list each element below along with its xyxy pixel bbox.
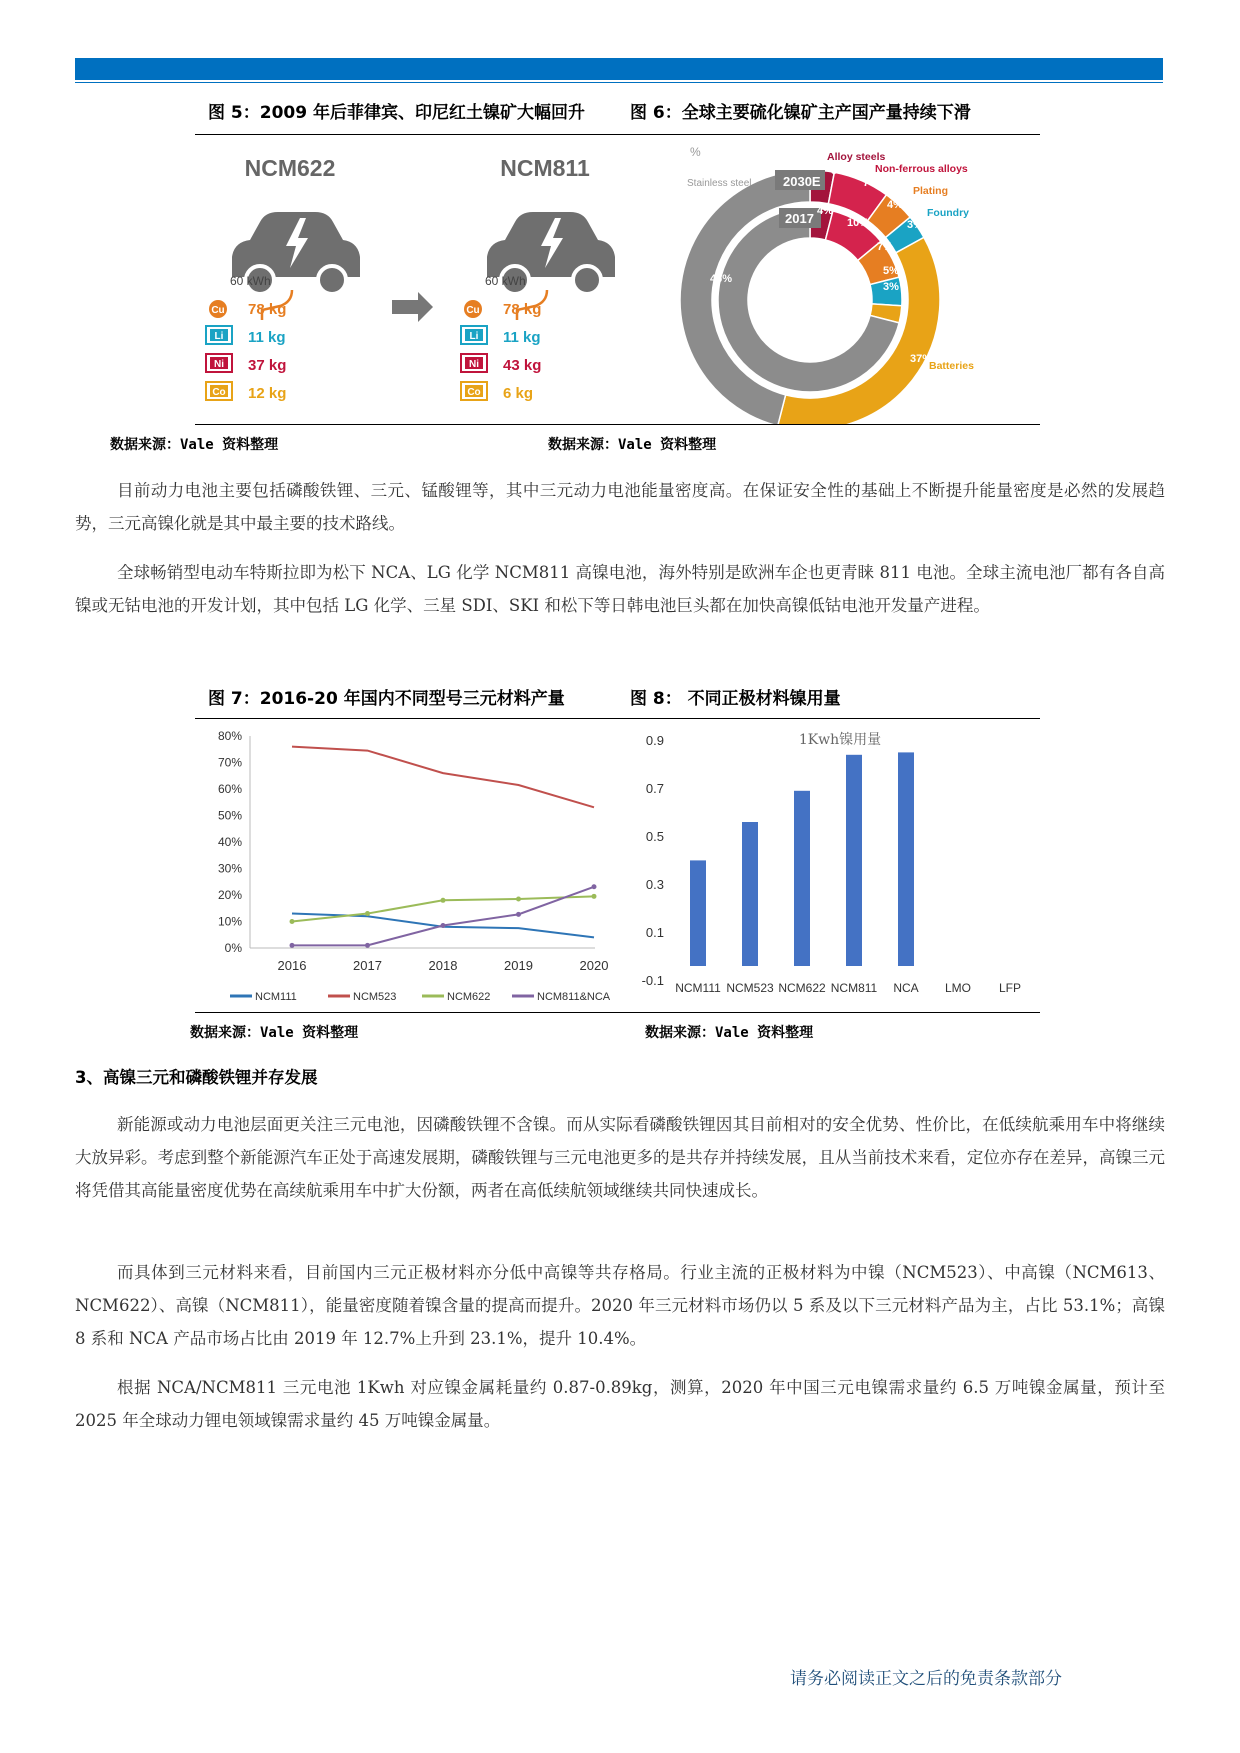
- header-rule: [75, 82, 1163, 83]
- fig6-pct-label: 3%: [831, 165, 847, 177]
- fig8-y-tick: -0.1: [641, 973, 664, 988]
- fig8-source: 数据来源：Vale 资料整理: [645, 1025, 814, 1041]
- fig7-legend-label: NCM111: [255, 991, 297, 1003]
- fig6-pct-label: 37%: [910, 353, 933, 365]
- fig7-x-tick: 2016: [277, 958, 307, 973]
- fig5-right-model: NCM811: [500, 155, 590, 181]
- fig7-y-tick: 20%: [217, 888, 242, 902]
- fig5-right-capacity: 60 kWh: [485, 274, 526, 288]
- paragraph-3: 新能源或动力电池层面更关注三元电池，因磷酸铁锂不含镍。而从实际看磷酸铁锂因其目前相对的安全优势、性价比，在低续航乘用车中将继续大放异彩。考虑到整个新能源汽车正处于高速发展期，磷酸铁锂与三元电池更多的是共存并持续发展，且从当前技术来看，定位亦存在差异，高镍三元将凭借其高能量密度优势在高续航乘用车中扩大份额，两者在高低续航领域继续共同快速成长。: [75, 1115, 1165, 1200]
- fig8-x-tick: NCM811: [830, 981, 878, 995]
- fig6-pct-label: 7%: [863, 177, 879, 189]
- fig8-bar-NCM622: [794, 791, 810, 966]
- fig5-left-item-sym: Ni: [214, 359, 224, 370]
- fig7-legend-label: NCM622: [447, 991, 491, 1003]
- fig5-left-item-value: 12 kg: [248, 385, 287, 402]
- fig56-bottom-rule: [195, 424, 1040, 425]
- fig7-point: [290, 919, 295, 924]
- fig6-donut-chart: [665, 140, 1045, 425]
- fig6-pct-label: 7%: [877, 241, 893, 253]
- fig5-left-capacity: 60 kWh: [230, 274, 271, 288]
- fig6-source: 数据来源：Vale 资料整理: [548, 437, 717, 453]
- fig7-y-tick: 0%: [224, 941, 242, 955]
- header-bar: [75, 58, 1163, 80]
- fig6-outer-label: 2030E: [783, 174, 821, 189]
- fig7-y-tick: 40%: [217, 835, 242, 849]
- fig7-point: [516, 912, 521, 917]
- fig5-right-item-value: 43 kg: [503, 357, 542, 374]
- fig7-x-tick: 2018: [428, 958, 458, 973]
- fig7-point: [441, 898, 446, 903]
- fig5-left-items: [206, 300, 286, 402]
- fig5-right-item-value: 11 kg: [503, 329, 541, 346]
- paragraph-4: 而具体到三元材料来看，目前国内三元正极材料亦分低中高镍等共存格局。行业主流的正极材料为中镍（NCM523）、中高镍（NCM613、NCM622）、高镍（NCM811），能量密度随着镍含量的提高而提升。2020 年三元材料市场仍以 5 系及以下三元材料产品为主，占比 53.1%；高镍 8 系和 NCA 产品市场占比由 2019 年 12.7%上升到 23.1%，提升 10.4%。: [75, 1263, 1165, 1348]
- fig7-x-tick: 2020: [579, 958, 609, 973]
- fig8-bar-NCA: [898, 752, 914, 966]
- fig5-right-item-sym: Li: [469, 331, 479, 342]
- fig8-x-tick: LMO: [944, 981, 972, 995]
- fig6-label-stainless: Stainless steel: [687, 178, 752, 189]
- footer-disclaimer: 请务必阅读正文之后的免责条款部分: [790, 1669, 1062, 1689]
- fig6-pct-label: 5%: [883, 265, 899, 277]
- fig6-outer-slice-batteries: [778, 237, 940, 425]
- paragraph-1: 目前动力电池主要包括磷酸铁锂、三元、锰酸锂等，其中三元动力电池能量密度高。在保证安全性的基础上不断提升能量密度是必然的发展趋势，三元高镍化就是其中最主要的技术路线。: [75, 481, 1165, 533]
- fig6-label-plating: Plating: [913, 185, 949, 197]
- fig7-point: [592, 884, 597, 889]
- fig5-right-item-sym: Ni: [469, 359, 479, 370]
- fig5-left-model: NCM622: [244, 155, 336, 181]
- fig7-x-tick: 2017: [353, 958, 382, 973]
- fig5-title: 图 5：2009 年后菲律宾、印尼红土镍矿大幅回升: [208, 103, 585, 123]
- fig7-point: [441, 923, 446, 928]
- fig5-right-items: [461, 300, 541, 402]
- fig78-top-rule: [195, 718, 1040, 719]
- fig7-title: 图 7：2016-20 年国内不同型号三元材料产量: [208, 689, 565, 709]
- fig8-y-tick: 0.3: [645, 877, 664, 892]
- fig7-y-tick: 10%: [217, 914, 242, 929]
- fig7-point: [365, 911, 370, 916]
- fig5-battery-infographic: [200, 140, 640, 425]
- fig5-left-item-sym: Cu: [211, 305, 225, 316]
- fig78-bottom-rule: [195, 1012, 1040, 1013]
- fig5-left-item-value: 37 kg: [248, 357, 287, 374]
- fig6-pct-label: 3%: [907, 219, 923, 231]
- arrow-icon: [392, 292, 433, 322]
- fig8-x-tick: NCM523: [726, 981, 774, 995]
- fig5-right-item-value: 6 kg: [503, 385, 534, 402]
- fig6-pct-label: 4%: [817, 205, 833, 217]
- fig6-pct-label: 4%: [887, 199, 903, 211]
- fig7-y-tick: 30%: [217, 861, 242, 876]
- fig7-point: [290, 943, 295, 948]
- fig8-y-tick: 0.9: [645, 733, 664, 748]
- fig7-point: [592, 894, 597, 899]
- fig6-pct-label: 3%: [883, 281, 899, 293]
- section-3-heading: 3、高镍三元和磷酸铁锂并存发展: [75, 1068, 318, 1087]
- fig8-bar-chart: [622, 722, 1042, 1012]
- fig7-legend-label: NCM523: [353, 991, 397, 1003]
- fig6-unit: %: [690, 145, 701, 159]
- paragraph-5: 根据 NCA/NCM811 三元电池 1Kwh 对应镍金属耗量约 0.87-0.89kg，测算，2020 年中国三元电镍需求量约 6.5 万吨镍金属量，预计至 2025 年全球动力锂电领域镍需求量约 45 万吨镍金属量。: [75, 1378, 1165, 1430]
- fig56-top-rule: [195, 134, 1040, 135]
- paragraph-2: 全球畅销型电动车特斯拉即为松下 NCA、LG 化学 NCM811 高镍电池，海外特别是欧洲车企也更青睐 811 电池。全球主流电池厂都有各自高镍或无钴电池的开发计划，其中包括 LG 化学、三星 SDI、SKI 和松下等日韩电池巨头都在加快高镍低钴电池开发量产进程。: [75, 563, 1165, 615]
- fig7-legend-label: NCM811&NCA: [537, 991, 610, 1003]
- fig7-y-tick: 50%: [217, 808, 242, 823]
- fig8-x-tick: NCA: [893, 981, 919, 995]
- fig8-y-tick: 0.1: [645, 925, 664, 940]
- fig5-left-item-sym: Li: [214, 331, 224, 342]
- fig6-label-nonferrous: Non-ferrous alloys: [875, 163, 968, 175]
- fig7-y-tick: 70%: [217, 755, 242, 770]
- fig6-label-foundry: Foundry: [927, 207, 969, 219]
- fig5-right-item-sym: Co: [467, 387, 481, 398]
- fig7-point: [516, 896, 521, 901]
- fig8-x-tick: LFP: [998, 981, 1022, 995]
- fig7-y-tick: 80%: [217, 729, 242, 743]
- fig8-bar-NCM523: [742, 822, 758, 966]
- fig6-inner-label: 2017: [785, 211, 814, 226]
- fig8-chart-title: 1Kwh镍用量: [798, 732, 882, 748]
- fig5-left-item-value: 78 kg: [248, 301, 287, 318]
- fig6-label-batteries: Batteries: [929, 360, 974, 372]
- fig8-y-tick: 0.7: [645, 781, 664, 796]
- fig7-point: [365, 943, 370, 948]
- fig7-source: 数据来源：Vale 资料整理: [190, 1025, 359, 1041]
- fig5-left-item-value: 11 kg: [248, 329, 286, 346]
- fig7-series-NCM523: [292, 747, 594, 808]
- fig5-left-item-sym: Co: [212, 387, 226, 398]
- fig7-x-tick: 2019: [504, 958, 533, 973]
- fig5-right-item-sym: Cu: [466, 305, 480, 316]
- fig6-pct-label: 71%: [765, 331, 788, 343]
- fig6-pct-label: 46%: [710, 273, 733, 285]
- fig8-bar-NCM811: [846, 755, 862, 966]
- fig8-title: 图 8： 不同正极材料镍用量: [630, 689, 841, 709]
- fig7-line-chart: [200, 722, 610, 1012]
- fig5-right-item-value: 78 kg: [503, 301, 542, 318]
- fig8-x-tick: NCM111: [675, 981, 721, 995]
- fig6-label-alloy: Alloy steels: [827, 151, 886, 163]
- fig6-pct-label: 10%: [847, 217, 870, 229]
- fig8-x-tick: NCM622: [778, 981, 826, 995]
- fig8-y-tick: 0.5: [645, 829, 664, 844]
- fig7-y-tick: 60%: [217, 782, 242, 796]
- fig8-bar-NCM111: [690, 860, 706, 966]
- fig5-source: 数据来源：Vale 资料整理: [110, 437, 279, 453]
- fig6-title: 图 6：全球主要硫化镍矿主产国产量持续下滑: [630, 103, 971, 123]
